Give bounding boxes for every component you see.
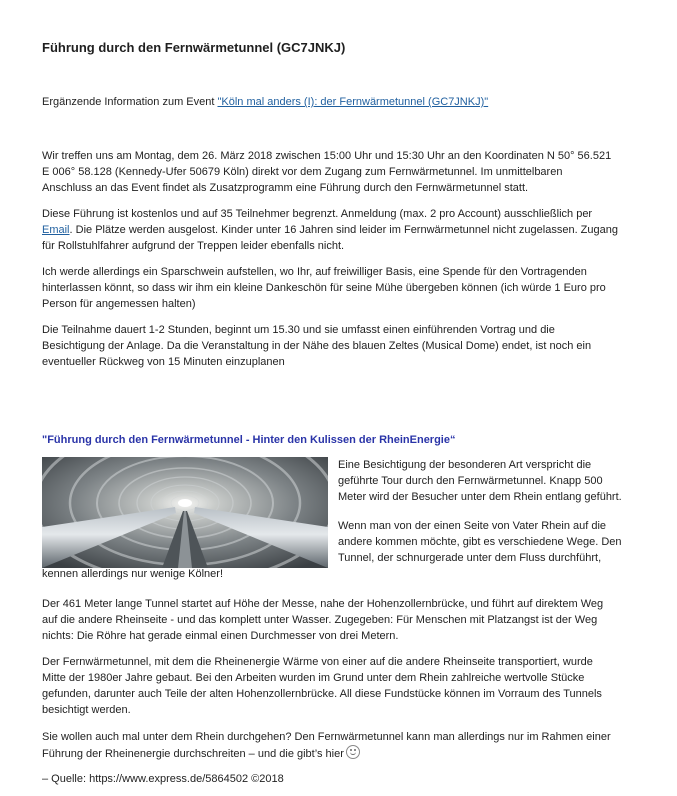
- text-line: gefunden, darunter auch Teile der alten Hohenzollernbrücke. All diese Fundstücke können im Vorraum des Tunnels: [42, 688, 602, 700]
- text-line: kennen allerdings nur wenige Kölner!: [42, 568, 224, 580]
- article-side-text-1: [338, 457, 643, 505]
- paragraph-duration: [42, 322, 642, 370]
- article-source: – Quelle: https://www.express.de/5864502 ©2018: [42, 773, 284, 785]
- tunnel-photo: [42, 457, 328, 568]
- intro-line: [42, 94, 488, 110]
- text-line: Person für angemessen halten): [42, 298, 196, 310]
- text-line: auf die andere Rheinseite - und das komplett unter Wasser. Zugegeben: Für Menschen mit Platzangst ist der Weg: [42, 614, 598, 626]
- email-link[interactable]: Email: [42, 224, 70, 236]
- text-line: Tunnel, der schnurgerade unter dem Fluss durchführt,: [338, 552, 602, 564]
- text-line: hinterlassen könnt, so dass wir ihm ein kleine Dankeschön für seine Mühe übergeben können (ich würde 1 Euro pro: [42, 282, 606, 294]
- text-line: Sie wollen auch mal unter dem Rhein durchgehen? Den Fernwärmetunnel kann man allerdings nur im Rahmen einer: [42, 731, 611, 743]
- text-line: Besichtigung der Anlage. Da die Veranstaltung in der Nähe des blauen Zeltes (Musical Dome) endet, ist noch ein: [42, 340, 592, 352]
- article-side-text-2-end: [42, 566, 642, 582]
- text-line: Ich werde allerdings ein Sparschwein aufstellen, wo Ihr, auf freiwilliger Basis, eine Spende für den Vortragenden: [42, 266, 587, 278]
- text-line: Anschluss an das Event findet als Zusatzprogramm eine Führung durch den Fernwärmetunnel statt.: [42, 182, 529, 194]
- text-line: Meter wird der Besucher unter dem Rhein entlang geführt.: [338, 491, 622, 503]
- text-line: Die Teilnahme dauert 1-2 Stunden, beginnt um 15.30 und sie umfasst einen einführenden Vortrag und die: [42, 324, 555, 336]
- text-line: geführte Tour durch den Fernwärmetunnel. Knapp 500: [338, 475, 603, 487]
- article-subhead: "Führung durch den Fernwärmetunnel - Hinter den Kulissen der RheinEnergie“: [42, 434, 456, 446]
- text-line: für Rollstuhlfahrer aufgrund der Treppen leider ebenfalls nicht.: [42, 240, 345, 252]
- page-title: Führung durch den Fernwärmetunnel (GC7JNKJ): [42, 40, 346, 55]
- text-line: nichts: Die Röhre hat gerade einmal einen Durchmesser von drei Metern.: [42, 630, 399, 642]
- text-line: Wenn man von der einen Seite von Vater Rhein auf die: [338, 520, 607, 532]
- text-span: . Die Plätze werden ausgelost. Kinder unter 16 Jahren sind leider im Fernwärmetunnel nicht zugelassen. Zugang: [69, 224, 618, 236]
- text-line: eventueller Rückweg von 15 Minuten einzuplanen: [42, 356, 285, 368]
- article-side-text-2: [338, 518, 643, 566]
- paragraph-registration: [42, 206, 642, 254]
- text-line: [42, 745, 642, 762]
- text-line: [42, 222, 642, 238]
- text-line: besichtigt werden.: [42, 704, 131, 716]
- text-span: Führung der Rheinenergie durchschreiten – und die gibt’s hier: [42, 748, 344, 760]
- article-paragraph-visit: [42, 729, 642, 762]
- smiley-icon: [346, 745, 360, 759]
- article-paragraph-tunnel: [42, 596, 642, 644]
- text-line: Der Fernwärmetunnel, mit dem die Rheinenergie Wärme von einer auf die andere Rheinseite transportiert, wurde: [42, 656, 593, 668]
- text-line: Diese Führung ist kostenlos und auf 35 Teilnehmer begrenzt. Anmeldung (max. 2 pro Account) ausschließlich per: [42, 208, 593, 220]
- text-line: andere kommen möchte, gibt es verschiedene Wege. Den: [338, 536, 622, 548]
- text-line: Der 461 Meter lange Tunnel startet auf Höhe der Messe, nahe der Hohenzollernbrücke, und führt auf direktem Weg: [42, 598, 604, 610]
- text-line: Wir treffen uns am Montag, dem 26. März 2018 zwischen 15:00 Uhr und 15:30 Uhr an den Koordinaten N 50° 56.521: [42, 150, 612, 162]
- text-line: E 006° 58.128 (Kennedy-Ufer 50679 Köln) direkt vor dem Zugang zum Fernwärmetunnel. Im unmittelbaren: [42, 166, 563, 178]
- text-line: Mitte der 1980er Jahre gebaut. Bei den Arbeiten wurden im Grund unter dem Rhein zahlreiche wertvolle Stücke: [42, 672, 585, 684]
- event-link[interactable]: "Köln mal anders (I): der Fernwärmetunnel (GC7JNKJ)": [217, 96, 489, 108]
- intro-prefix: Ergänzende Information zum Event: [42, 96, 218, 108]
- text-line: Eine Besichtigung der besonderen Art verspricht die: [338, 459, 592, 471]
- paragraph-meeting: [42, 148, 642, 196]
- article-paragraph-history: [42, 654, 642, 718]
- paragraph-donation: [42, 264, 642, 312]
